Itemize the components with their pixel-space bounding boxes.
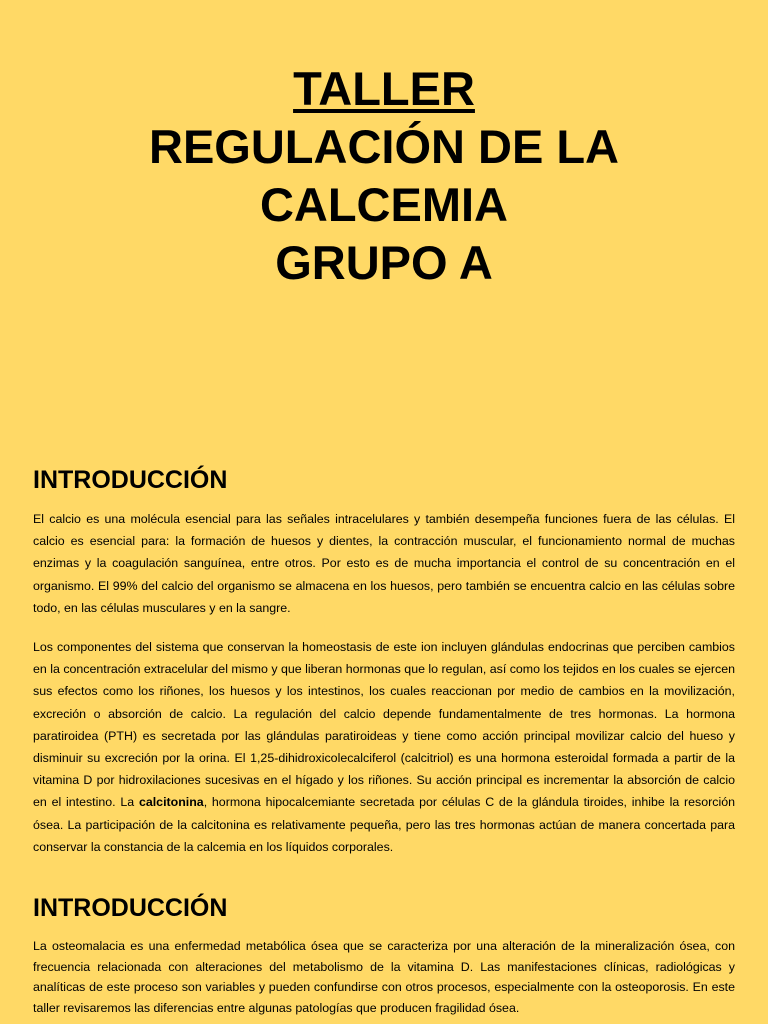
intro-paragraph-homeostasis (33, 636, 735, 858)
paragraph-text: Los componentes del sistema que conservan la homeostasis de este ion incluyen glándulas endocrinas que perciben cambios en la concentración extracelular del mismo y que liberan hormonas que lo regulan, así como los tejidos en los cuales se ejercen sus efectos como los riñones, los huesos y los intestinos, los cuales reaccionan por medio de cambios en la movilización, excreción o absorción de calcio. La regulación del calcio depende fundamentalmente de tres hormonas. La hormona paratiroidea (PTH) es secretada por las glándulas paratiroideas y tiene como acción principal movilizar calcio del hueso y disminuir su excreción por la orina. El 1,25-dihidroxicolecalciferol (calcitriol) es una hormona esteroidal formada a partir de la vitamina D por hidroxilaciones sucesivas en el hígado y los riñones. Su acción principal es incrementar la absorción de calcio en el intestino. La (33, 640, 735, 810)
section-heading: INTRODUCCIÓN (33, 466, 228, 494)
intro-paragraph-osteomalacia: La osteomalacia es una enfermedad metabólica ósea que se caracteriza por una alteración de la mineralización ósea, con frecuencia relacionada con alteraciones del metabolismo de la vitamina D. Las manifestaciones clínicas, radiológicas y analíticas de este proceso son variables y pueden confundirse con otros procesos, especialmente con la osteoporosis. En este taller revisaremos las diferencias entre algunas patologías que producen fragilidad ósea. (33, 939, 735, 1015)
section-heading: INTRODUCCIÓN (33, 894, 228, 922)
title-line-regulacion: REGULACIÓN DE LA (149, 120, 619, 173)
title-line-grupo: GRUPO A (275, 236, 493, 289)
intro-paragraph-calcium: El calcio es una molécula esencial para las señales intracelulares y también desempeña funciones fuera de las células. El calcio es esencial para: la formación de huesos y dientes, la contracción muscular, el funcionamiento normal de muchas enzimas y la coagulación sanguínea, entre otros. Por esto es de mucha importancia el control de su concentración en el organismo. El 99% del calcio del organismo se almacena en los huesos, pero también se encuentra calcio en las células sobre todo, en las células musculares y en la sangre. (33, 512, 735, 615)
paragraph-text: , hormona hipocalcemiante secretada por células C de la glándula tiroides, inhibe la resorción ósea. La participación de la calcitonina es relativamente pequeña, pero las tres hormonas actúan de manera concertada para conservar la constancia de la calcemia en los líquidos corporales. (33, 795, 735, 854)
title-line-calcemia: CALCEMIA (259, 178, 509, 231)
introduction-section-2 (33, 893, 735, 1018)
title-line-taller: TALLER (293, 62, 475, 115)
bold-term-calcitonina: calcitonina (138, 795, 204, 810)
document-title (0, 60, 768, 292)
introduction-section-1 (33, 465, 735, 858)
